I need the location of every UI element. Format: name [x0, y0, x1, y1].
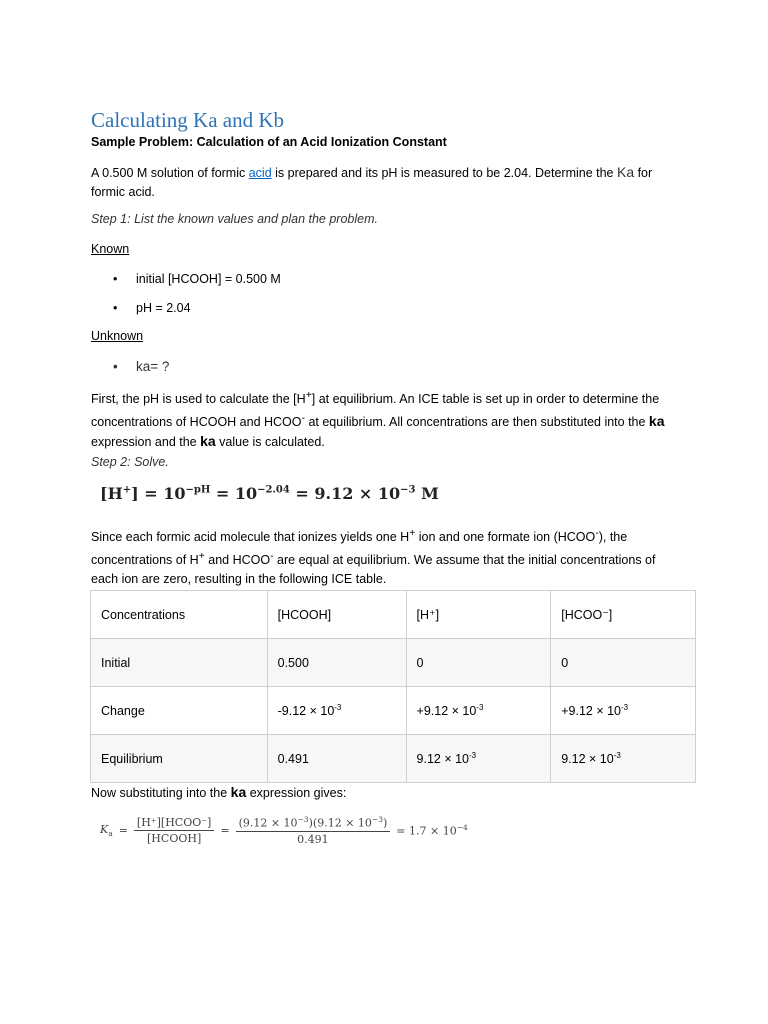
- ka-result: [396, 823, 467, 838]
- plan-text-b: ] at equilibrium. An ICE table is set up in order to determine the concentrations of HCOOH and HCOO: [91, 392, 660, 430]
- list-item: • ka= ?: [91, 357, 169, 386]
- table-cell: 0: [551, 639, 696, 687]
- cell-value: -9.12 × 10: [277, 704, 335, 719]
- table-header-cell: [HCOO⁻]: [551, 591, 696, 639]
- step-2-label: Step 2: Solve.: [91, 455, 169, 469]
- fraction-denominator: 0.491: [297, 832, 329, 846]
- num-part: )(9.12 × 10: [308, 816, 372, 830]
- expl-text-c: ), the concentrations of H: [91, 530, 628, 568]
- result-exp: −4: [456, 823, 468, 832]
- ka-symbol: ka: [648, 413, 665, 430]
- table-row: [91, 639, 696, 687]
- table-cell: 0.500: [267, 639, 406, 687]
- problem-statement: [91, 163, 681, 202]
- ka-symbol: ka: [230, 784, 247, 800]
- table-cell: Initial: [91, 639, 268, 687]
- eq1-exp3: −3: [400, 484, 416, 496]
- list-item: • pH = 2.04: [91, 299, 281, 328]
- cell-exponent: -3: [613, 750, 621, 760]
- cell-exponent: -3: [334, 702, 342, 712]
- plan-text-e: value is calculated.: [215, 435, 325, 450]
- problem-text-1: A 0.500 M solution of formic: [91, 166, 249, 180]
- plan-sup-b: -: [301, 413, 305, 425]
- ka-symbol: Ka: [616, 164, 635, 180]
- problem-text-3: for formic acid.: [91, 166, 653, 199]
- plan-sup-a: +: [305, 390, 312, 401]
- eq1-rhs: = 9.12 × 10: [289, 484, 401, 503]
- num-exp: −3: [371, 815, 383, 824]
- table-cell: [551, 735, 696, 783]
- cell-value: +9.12 × 10: [416, 704, 477, 719]
- cell-exponent: -3: [621, 702, 629, 712]
- table-row: [91, 687, 696, 735]
- table-cell: [406, 687, 551, 735]
- ice-table: [90, 590, 696, 783]
- table-cell: [551, 687, 696, 735]
- expl-text-d: and HCOO: [204, 553, 271, 568]
- fraction-numerator: [236, 815, 391, 832]
- plan-text-a: First, the pH is used to calculate the [H: [91, 392, 306, 407]
- eq1-mid: = 10: [210, 484, 258, 503]
- plan-text-c: at equilibrium. All concentrations are then substituted into the: [304, 415, 649, 430]
- expl-text-b: ion and one formate ion (HCOO: [415, 530, 596, 545]
- expl-sup-a: +: [409, 528, 416, 539]
- known-heading: Known: [91, 242, 130, 256]
- known-list: [91, 270, 281, 328]
- equals-sign: =: [220, 823, 230, 837]
- expl-text-a: Since each formic acid molecule that ionizes yields one H: [91, 530, 410, 545]
- table-header-cell: [HCOOH]: [267, 591, 406, 639]
- table-cell: [406, 735, 551, 783]
- ice-explanation: [91, 524, 681, 589]
- eq1-unit: M: [415, 484, 439, 503]
- acid-link[interactable]: acid: [248, 166, 272, 180]
- table-cell: 0.491: [267, 735, 406, 783]
- expl-sup-c: +: [198, 551, 205, 563]
- plan-text-d: expression and the: [91, 435, 201, 450]
- concentration-fraction: [134, 816, 214, 845]
- problem-text-2: is prepared and its pH is measured to be 2.04. Determine the: [271, 166, 617, 180]
- substitution-sentence: [91, 783, 681, 803]
- ka-equation: [100, 815, 468, 846]
- ka-sub: a: [108, 828, 113, 838]
- page-title: Calculating Ka and Kb: [91, 108, 285, 132]
- table-cell: Equilibrium: [91, 735, 268, 783]
- list-item: • initial [HCOOH] = 0.500 M: [91, 270, 281, 299]
- step-1-label: Step 1: List the known values and plan the problem.: [91, 212, 378, 226]
- eq1-exp1: −pH: [185, 484, 211, 496]
- table-header-row: [91, 591, 696, 639]
- equals-sign: =: [118, 823, 128, 837]
- expl-sup-b: -: [595, 528, 599, 539]
- result-value: = 1.7 × 10: [396, 824, 457, 838]
- ka-k: K: [100, 822, 109, 836]
- eq1-exp2: −2.04: [257, 484, 290, 496]
- expl-text-e: are equal at equilibrium. We assume that the initial concentrations of each ion are zero, resulting in the following ICE table.: [91, 553, 656, 587]
- cell-exponent: -3: [469, 750, 477, 760]
- num-part: ): [382, 816, 388, 830]
- expl-sup-d: -: [270, 551, 274, 563]
- eq1-lhs: [H: [100, 484, 123, 503]
- table-header-cell: [H⁺]: [406, 591, 551, 639]
- cell-value: +9.12 × 10: [561, 704, 622, 719]
- table-cell: Change: [91, 687, 268, 735]
- num-exp: −3: [297, 815, 309, 824]
- cell-value: 9.12 × 10: [561, 752, 614, 767]
- num-part: (9.12 × 10: [238, 816, 298, 830]
- cell-value: 9.12 × 10: [416, 752, 469, 767]
- fraction-numerator: [H⁺][HCOO⁻]: [134, 816, 214, 831]
- table-row: [91, 735, 696, 783]
- sample-problem-heading: Sample Problem: Calculation of an Acid Ionization Constant: [91, 135, 447, 149]
- fraction-denominator: [HCOOH]: [147, 831, 202, 845]
- subst-text-a: Now substituting into the: [91, 786, 231, 800]
- hydrogen-ion-equation: [100, 484, 439, 503]
- subst-text-b: expression gives:: [246, 786, 347, 800]
- unknown-list: [91, 357, 169, 386]
- table-cell: 0: [406, 639, 551, 687]
- table-cell: [267, 687, 406, 735]
- value-fraction: [236, 815, 391, 846]
- eq1-lhs-close: ] = 10: [131, 484, 186, 503]
- table-header-cell: Concentrations: [91, 591, 268, 639]
- cell-exponent: -3: [476, 702, 484, 712]
- unknown-heading: Unknown: [91, 329, 144, 343]
- eq1-sup: +: [122, 484, 132, 496]
- plan-paragraph: [91, 386, 681, 452]
- ka-equation-lhs: [100, 823, 113, 838]
- ka-symbol: ka: [200, 433, 216, 450]
